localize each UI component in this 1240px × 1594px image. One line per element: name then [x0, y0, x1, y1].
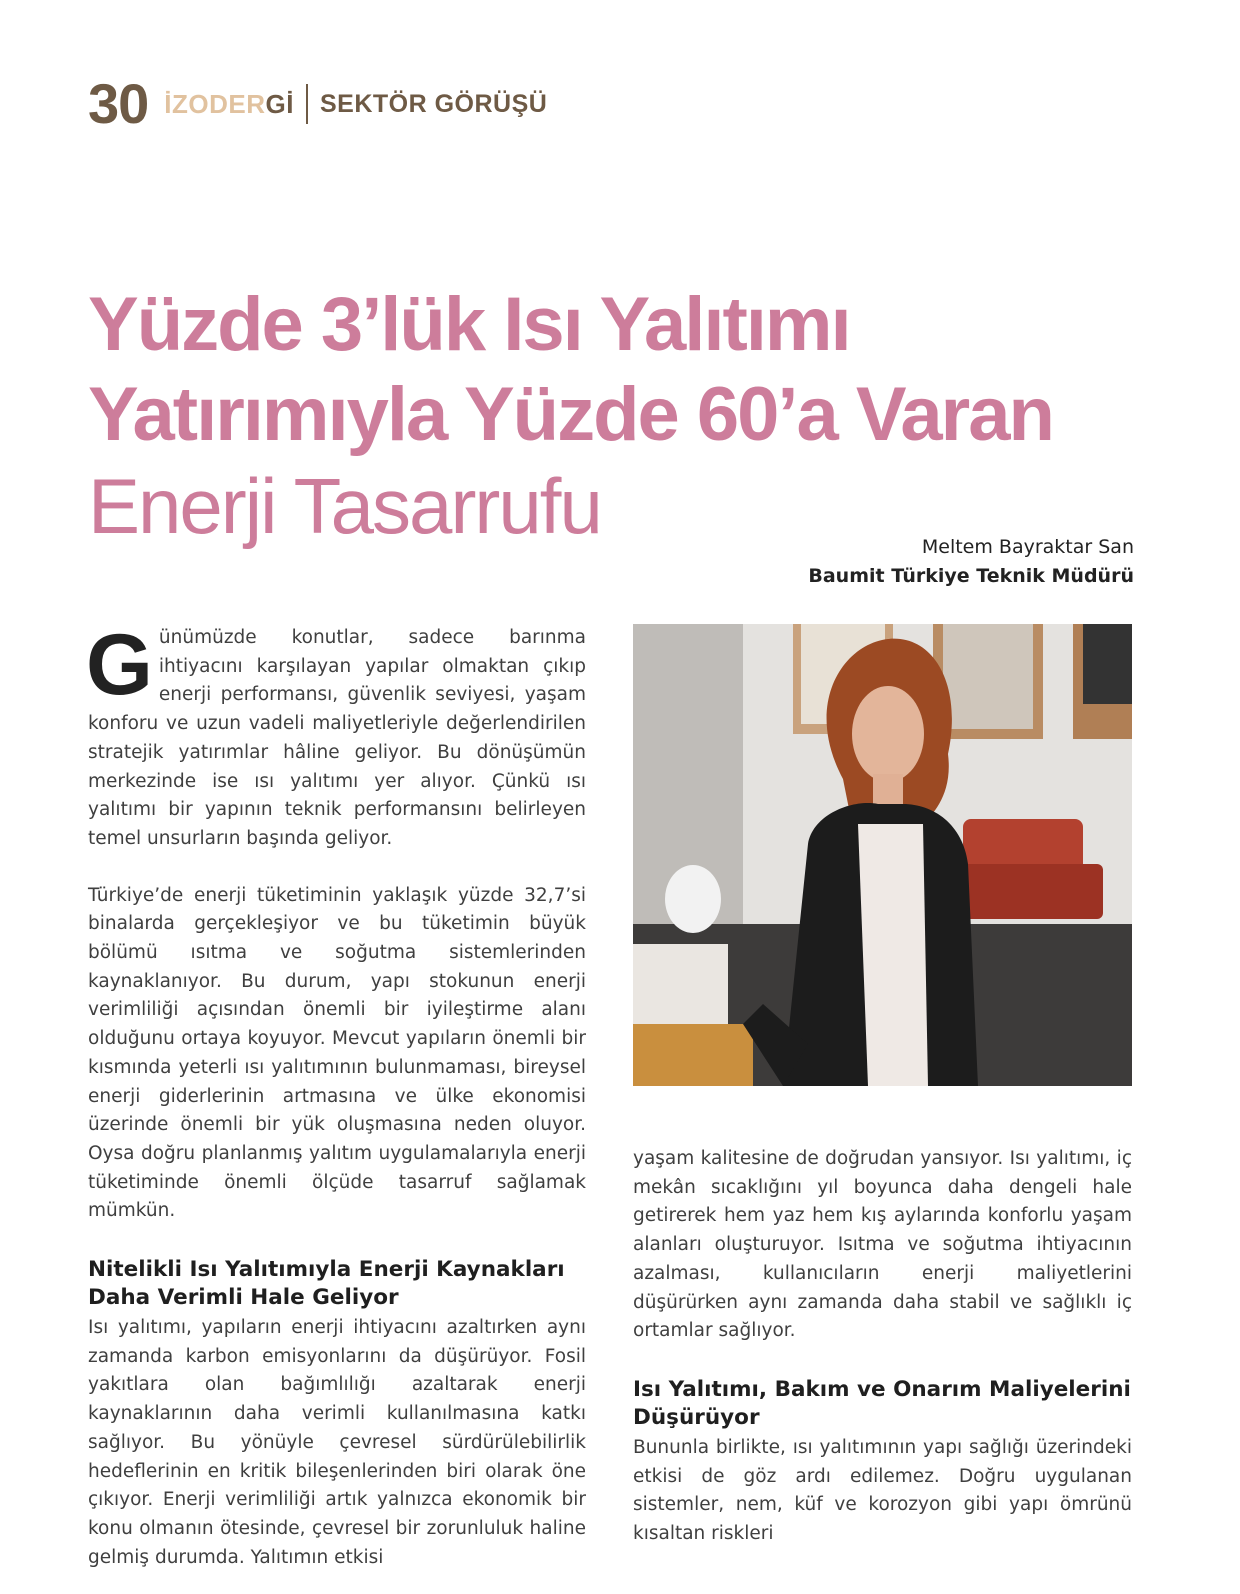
- magazine-logo: [164, 89, 294, 120]
- article-column-left: [86, 617, 586, 1572]
- header-divider: [306, 84, 308, 124]
- paragraph: Isı yalıtımı, yapıların enerji ihtiyacını azaltırken aynı zamanda karbon emisyonlarını da düşürüyor. Fosil yakıtlara olan bağımlılığı azaltarak enerji kaynaklarının daha verimli kullanılmasına katkı sağlıyor. Bu yönüyle çevresel sürdürülebilirlik hedeflerinin en kritik bileşenlerinden biri olarak öne çıkıyor. Enerji verimliliği artık yalnızca ekonomik bir konu olmanın ötesinde, çevresel bir zorunluluk haline gelmiş durumda. Yalıtımın etkisi: [88, 1317, 586, 1568]
- title-line-1: Yüzde 3’lük Isı Yalıtımı: [88, 282, 850, 367]
- magazine-logo-part1: İZODER: [164, 88, 266, 119]
- article-title: [88, 280, 1088, 552]
- author-role: Baumit Türkiye Teknik Müdürü: [808, 565, 1134, 587]
- section-label: SEKTÖR GÖRÜŞÜ: [319, 89, 548, 118]
- paragraph: Bununla birlikte, ısı yalıtımının yapı sağlığı üzerindeki etkisi de göz ardı edilemez. Doğru uygulanan sistemler, nem, küf ve korozyon gibi yapı ömrünü kısaltan riskleri: [633, 1436, 1132, 1545]
- author-photo: [633, 624, 1132, 1086]
- title-line-3: Enerji Tasarrufu: [88, 462, 601, 550]
- paragraph: Türkiye’de enerji tüketiminin yaklaşık yüzde 32,7’si binalarda gerçekleşiyor ve bu tüketimin büyük bölümü ısıtma ve soğutma sistemlerinden kaynaklanıyor. Bu durum, yapı stokunun enerji verimliliği açısından önemli bir iyileştirme alanı olduğunu ortaya koyuyor. Mevcut yapıların önemli bir kısmında yeterli ısı yalıtımının bulunmaması, bireysel enerji giderlerinin artmasına ve ülke ekonomisi üzerinde önemli bir yük oluşmasına neden oluyor. Oysa doğru planlanmış yalıtım uygulamalarıyla enerji tüketiminde önemli ölçüde tasarruf sağlamak mümkün.: [88, 884, 586, 1222]
- paragraph-intro-text: ünümüzde konutlar, sadece barınma ihtiyacını karşılayan yapılar olmaktan çıkıp enerji performansı, güvenlik seviyesi, yaşam konforu ve uzun vadeli maliyetleriyle değerlendirilen stratejik yatırımlar hâline geliyor. Bu dönüşümün merkezinde ise ısı yalıtımı yer alıyor. Çünkü ısı yalıtımı bir yapının teknik performansını belirleyen temel unsurların başında geliyor.: [88, 627, 586, 849]
- magazine-logo-part2: Gİ: [265, 88, 294, 119]
- article-column-right: [633, 1145, 1132, 1549]
- author-photo-illustration: [633, 624, 1132, 1086]
- paragraph: yaşam kalitesine de doğrudan yansıyor. Isı yalıtımı, iç mekân sıcaklığını yıl boyunca daha dengeli hale getirerek hem yaz hem kış aylarında konforlu yaşam alanları oluşturuyor. Isıtma ve soğutma ihtiyacının azalması, kullanıcıların enerji maliyetlerini düşürürken aynı zamanda daha stabil ve sağlıklı iç ortamlar sağlıyor.: [633, 1148, 1132, 1342]
- page-number: 30: [88, 72, 149, 135]
- paragraph-intro: [86, 617, 586, 854]
- author-byline: [808, 533, 1134, 591]
- title-line-2: Yatırımıyla Yüzde 60’a Varan: [88, 372, 1053, 457]
- subheading: Isı Yalıtımı, Bakım ve Onarım Maliyelerini Düşürüyor: [633, 1376, 1131, 1430]
- page-header: [88, 74, 547, 134]
- author-name: Meltem Bayraktar San: [921, 536, 1134, 558]
- drop-cap: G: [86, 617, 153, 713]
- subheading: Nitelikli Isı Yalıtımıyla Enerji Kaynakları Daha Verimli Hale Geliyor: [88, 1257, 565, 1311]
